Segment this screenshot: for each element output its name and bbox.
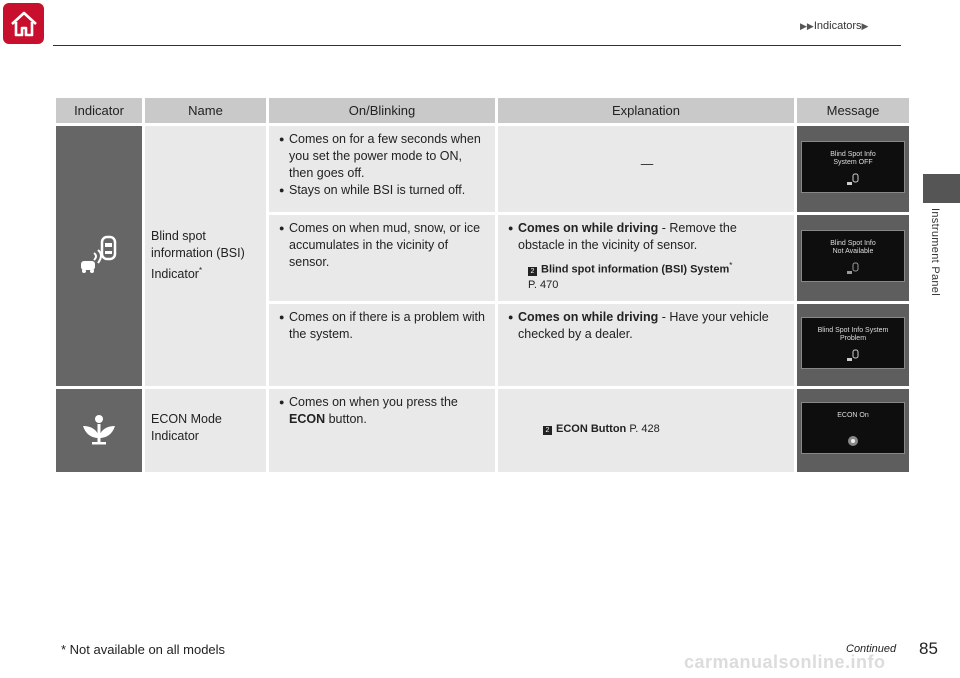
- bullet-text: ● Stays on while BSI is turned off.: [279, 182, 487, 199]
- reference-arrow-icon: 2: [528, 267, 537, 276]
- message-cell: [797, 389, 909, 472]
- bsi-name: Blind spot information (BSI) Indicator: [151, 229, 245, 282]
- reference-title[interactable]: ECON Button: [556, 423, 627, 435]
- message-display: [801, 141, 905, 193]
- econ-name-cell: [145, 389, 266, 472]
- bullet-text: [279, 394, 487, 428]
- explanation-text: [508, 220, 786, 254]
- message-display: [801, 317, 905, 369]
- econ-indicator-icon: [79, 408, 119, 448]
- indicator-table: [53, 95, 912, 475]
- econ-on-text: button.: [325, 412, 367, 426]
- explanation-cell: [498, 304, 794, 386]
- explanation-text: [508, 309, 786, 343]
- footnote-star: *: [198, 266, 203, 276]
- breadcrumb-label[interactable]: Indicators: [813, 20, 862, 32]
- table-header-row: [56, 98, 909, 123]
- econ-mini-icon: [846, 434, 860, 448]
- message-line: Blind Spot Info System: [817, 326, 889, 334]
- reference-title[interactable]: Blind spot information (BSI) System: [541, 263, 730, 276]
- message-line: Blind Spot Info: [830, 239, 876, 247]
- explanation-cell: [498, 389, 794, 472]
- reference-arrow-icon: 2: [543, 426, 552, 435]
- cross-reference-link[interactable]: [543, 422, 786, 437]
- breadcrumb-arrows: ▶▶: [800, 21, 814, 31]
- bsi-mini-icon: [846, 349, 860, 363]
- message-line: Blind Spot Info: [830, 150, 876, 158]
- message-display: [801, 230, 905, 282]
- message-display: [801, 402, 905, 454]
- message-line: Problem: [839, 334, 867, 342]
- breadcrumb[interactable]: [800, 20, 868, 32]
- explanation-bold: Comes on while driving: [518, 221, 659, 235]
- breadcrumb-end-arrow: ▶: [861, 21, 869, 31]
- column-header: Indicator: [56, 98, 142, 123]
- message-cell: [797, 215, 909, 301]
- message-line: Not Available: [832, 247, 874, 255]
- explanation-cell: [498, 126, 794, 212]
- page-number: 85: [919, 639, 938, 658]
- footnote: * Not available on all models: [61, 642, 226, 657]
- section-tab[interactable]: [923, 174, 960, 203]
- column-header: Explanation: [498, 98, 794, 123]
- bsi-name-cell: [145, 126, 266, 386]
- bsi-mini-icon: [846, 262, 860, 276]
- on-blinking-cell: [269, 215, 495, 301]
- econ-name: ECON Mode Indicator: [151, 412, 222, 443]
- explanation-bold: Comes on while driving: [518, 310, 659, 324]
- bullet-text: ● Comes on when mud, snow, or ice accumulates in the vicinity of sensor.: [279, 220, 487, 271]
- section-label: Instrument Panel: [929, 208, 941, 296]
- column-header: Name: [145, 98, 266, 123]
- message-line: System OFF: [833, 158, 873, 166]
- cross-reference-link[interactable]: [528, 258, 786, 293]
- on-blinking-cell: [269, 304, 495, 386]
- column-header: On/Blinking: [269, 98, 495, 123]
- column-header: Message: [797, 98, 909, 123]
- explanation-body: - Remove the obstacle in the vicinity of sensor.: [518, 221, 737, 252]
- watermark: carmanualsonline.info: [684, 652, 886, 672]
- message-cell: [797, 304, 909, 386]
- bsi-indicator-cell: [56, 126, 142, 386]
- reference-page[interactable]: P. 428: [626, 423, 660, 435]
- econ-on-text: Comes on when you press the: [289, 395, 458, 409]
- explanation-dash: —: [640, 157, 654, 171]
- on-blinking-cell: [269, 389, 495, 472]
- footnote-star: *: [729, 261, 733, 270]
- bsi-indicator-icon: [76, 231, 122, 277]
- on-blinking-cell: [269, 126, 495, 212]
- home-icon: [9, 10, 39, 38]
- explanation-cell: [498, 215, 794, 301]
- continued-label: Continued: [846, 643, 897, 655]
- message-line: ECON On: [837, 412, 869, 419]
- home-button[interactable]: [3, 3, 44, 44]
- econ-indicator-cell: [56, 389, 142, 472]
- table-row: [56, 389, 909, 472]
- bullet-text: ● Comes on if there is a problem with the system.: [279, 309, 487, 343]
- message-cell: [797, 126, 909, 212]
- econ-on-bold: ECON: [289, 412, 326, 426]
- table-row: [56, 126, 909, 212]
- explanation-body: - Have your vehicle checked by a dealer.: [518, 310, 769, 341]
- bsi-mini-icon: [846, 173, 860, 187]
- reference-page[interactable]: P. 470: [528, 278, 559, 291]
- header-divider: [53, 45, 901, 46]
- bullet-text: ● Comes on for a few seconds when you set the power mode to ON, then goes off.: [279, 131, 487, 182]
